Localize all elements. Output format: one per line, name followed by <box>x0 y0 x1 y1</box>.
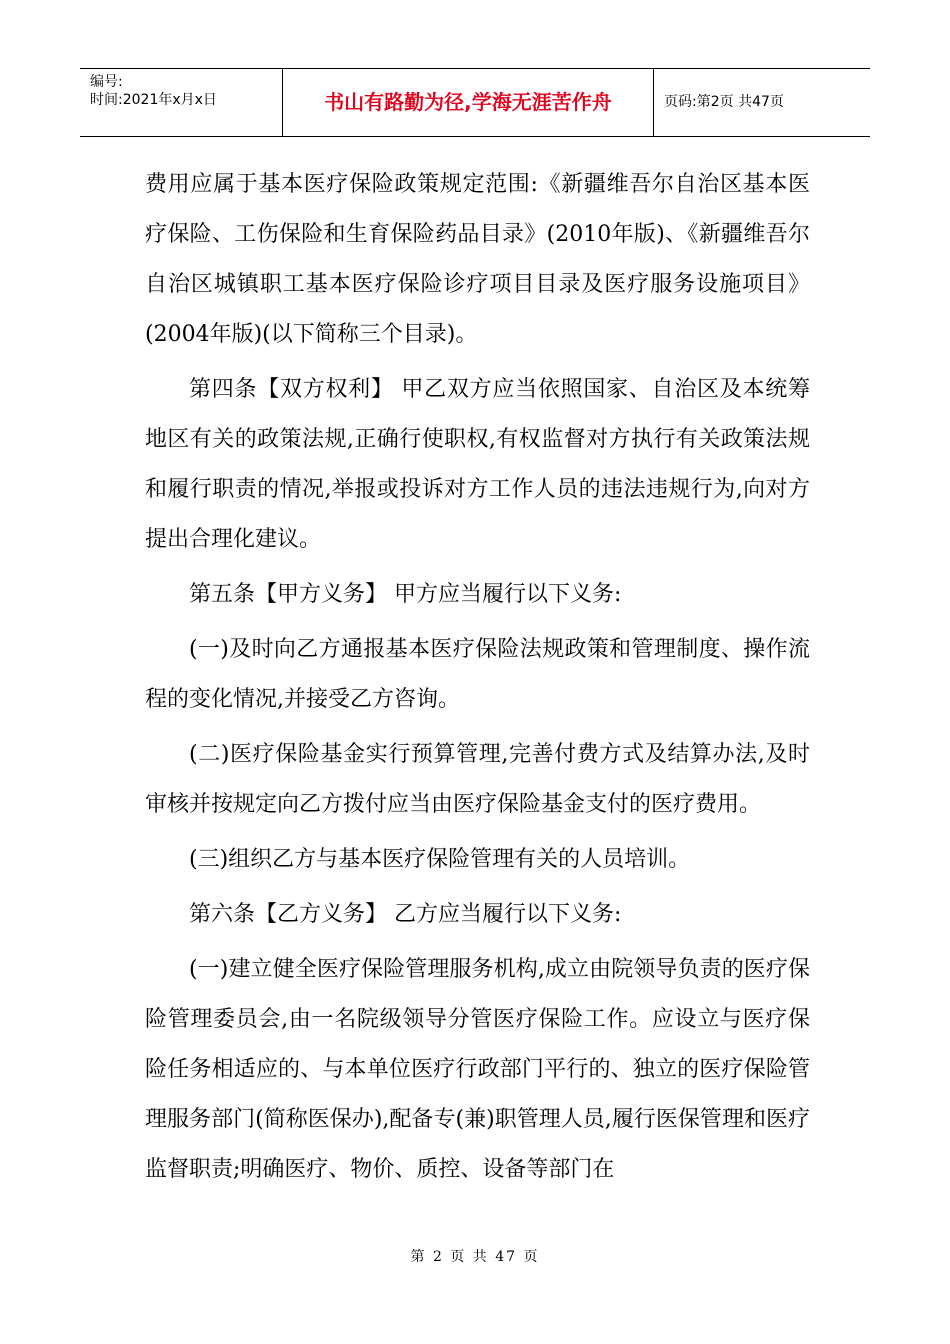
paragraph-article-6-item-1: (一)建立健全医疗保险管理服务机构,成立由院领导负责的医疗保险管理委员会,由一名院级领导分管医疗保险工作。应设立与医疗保险任务相适应的、与本单位医疗行政部门平行的、独立的医疗保险管理服务部门(简称医保办),配备专(兼)职管理人员,履行医保管理和医疗监督职责;明确医疗、物价、质控、设备等部门在 <box>145 957 810 1182</box>
document-time-label: 时间:2021年x月x日 <box>90 92 217 108</box>
header-motto: 书山有路勤为径,学海无涯苦作舟 <box>324 90 612 114</box>
page-header <box>80 68 870 137</box>
paragraph-article-5-item-1: (一)及时向乙方通报基本医疗保险法规政策和管理制度、操作流程的变化情况,并接受乙方咨询。 <box>145 637 810 712</box>
paragraph-article-5: 第五条【甲方义务】 甲方应当履行以下义务: <box>189 582 622 607</box>
page-footer: 第 2 页 共 47 页 <box>410 1249 540 1265</box>
header-page-info: 页码:第2页 共47页 <box>664 94 784 110</box>
paragraph-article-4: 第四条【双方权利】 甲乙双方应当依照国家、自治区及本统筹地区有关的政策法规,正确行使职权,有权监督对方执行有关政策法规和履行职责的情况,举报或投诉对方工作人员的违法违规行为,向对方提出合理化建议。 <box>145 377 810 552</box>
document-number-label: 编号: <box>90 74 123 90</box>
header-meta <box>90 73 217 109</box>
header-divider-right <box>653 69 654 136</box>
paragraph-continued: 费用应属于基本医疗保险政策规定范围:《新疆维吾尔自治区基本医疗保险、工伤保险和生育保险药品目录》(2010年版)、《新疆维吾尔自治区城镇职工基本医疗保险诊疗项目目录及医疗服务设施项目》(2004年版)(以下简称三个目录)。 <box>145 172 810 347</box>
paragraph-article-6: 第六条【乙方义务】 乙方应当履行以下义务: <box>189 902 622 927</box>
paragraph-article-5-item-2: (二)医疗保险基金实行预算管理,完善付费方式及结算办法,及时审核并按规定向乙方拨付应当由医疗保险基金支付的医疗费用。 <box>145 742 810 817</box>
document-body <box>145 160 810 1195</box>
paragraph-article-5-item-3: (三)组织乙方与基本医疗保险管理有关的人员培训。 <box>189 847 691 872</box>
